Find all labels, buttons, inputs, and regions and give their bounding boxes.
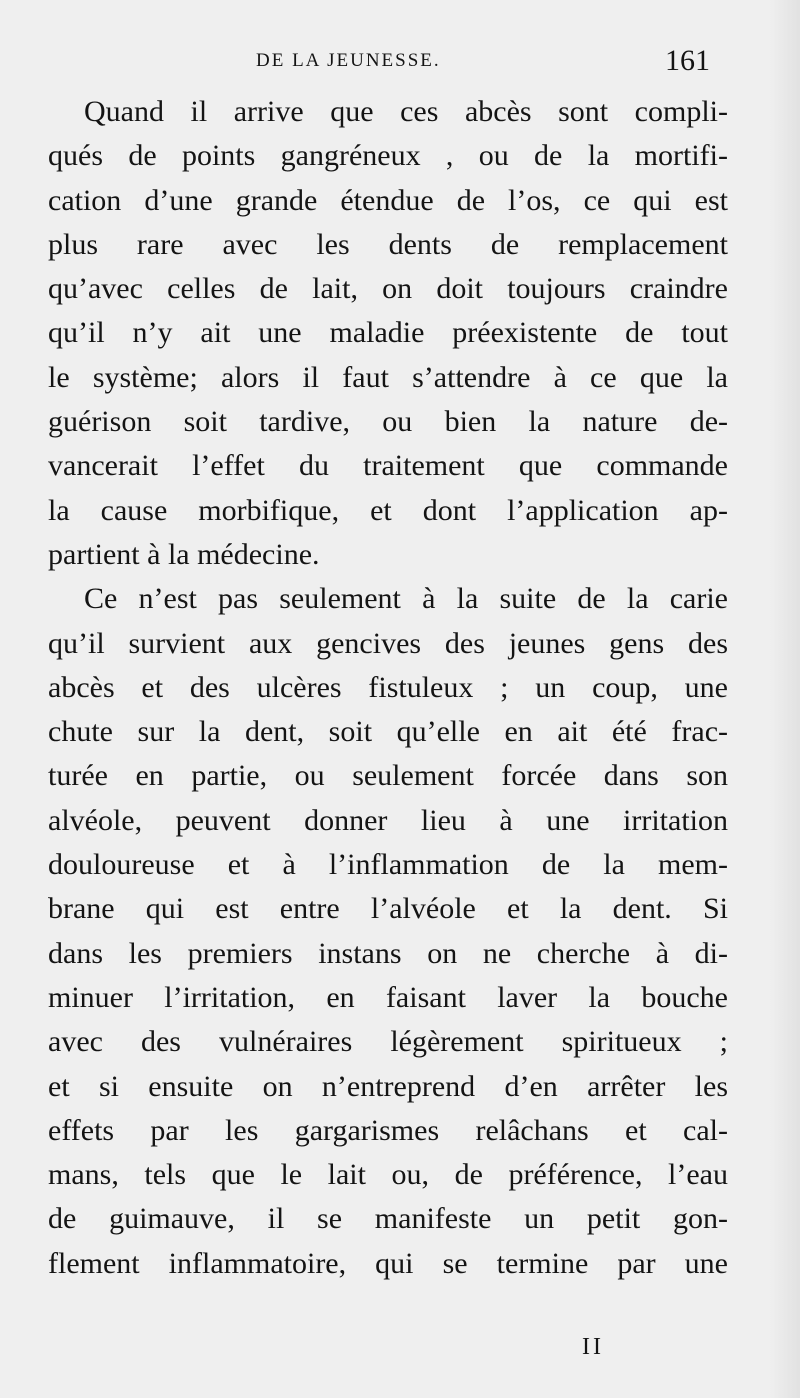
page-header [48, 44, 718, 78]
text-line: flement inflammatoire, qui se termine par une [48, 1246, 728, 1280]
text-line: qu’il n’y ait une maladie préexistente de tout [48, 316, 728, 350]
text-line: Quand il arrive que ces abcès sont compli- [84, 95, 728, 128]
text-line: abcès et des ulcères fistuleux ; un coup, une [48, 670, 728, 704]
text-line: brane qui est entre l’alvéole et la dent. Si [48, 892, 728, 926]
text-line: partient à la médecine. [48, 537, 320, 571]
text-line: la cause morbifique, et dont l’application ap- [48, 493, 728, 527]
text-line: et si ensuite on n’entreprend d’en arrêter les [48, 1069, 728, 1103]
text-line: de guimauve, il se manifeste un petit gon- [48, 1202, 728, 1236]
text-line: le système; alors il faut s’attendre à ce que la [48, 360, 728, 394]
text-line: alvéole, peuvent donner lieu à une irritation [48, 803, 728, 837]
page-number: 161 [665, 44, 710, 77]
text-line: chute sur la dent, soit qu’elle en ait été frac- [48, 715, 728, 749]
text-line: minuer l’irritation, en faisant laver la bouche [48, 980, 728, 1014]
text-line: plus rare avec les dents de remplacement [48, 227, 728, 261]
body-text [48, 90, 728, 1286]
text-line: douloureuse et à l’inflammation de la mem- [48, 848, 728, 882]
text-line: effets par les gargarismes relâchans et cal- [48, 1113, 728, 1147]
text-line: qués de points gangréneux , ou de la mortifi- [48, 139, 728, 173]
text-line: qu’il survient aux gencives des jeunes gens des [48, 626, 728, 660]
text-line: vancerait l’effet du traitement que commande [48, 449, 728, 483]
text-line: cation d’une grande étendue de l’os, ce qui est [48, 183, 728, 217]
text-line: avec des vulnéraires légèrement spiritueux ; [48, 1025, 728, 1059]
text-line: dans les premiers instans on ne cherche à di- [48, 936, 728, 970]
running-title: DE LA JEUNESSE. [256, 50, 441, 71]
page-edge-shadow [770, 0, 800, 1398]
text-line: turée en partie, ou seulement forcée dans son [48, 759, 728, 793]
text-line: mans, tels que le lait ou, de préférence, l’eau [48, 1158, 728, 1192]
signature-mark: II [582, 1334, 604, 1360]
text-line: guérison soit tardive, ou bien la nature de- [48, 405, 728, 439]
text-line: qu’avec celles de lait, on doit toujours craindre [48, 272, 728, 306]
text-line: Ce n’est pas seulement à la suite de la carie [84, 582, 728, 616]
